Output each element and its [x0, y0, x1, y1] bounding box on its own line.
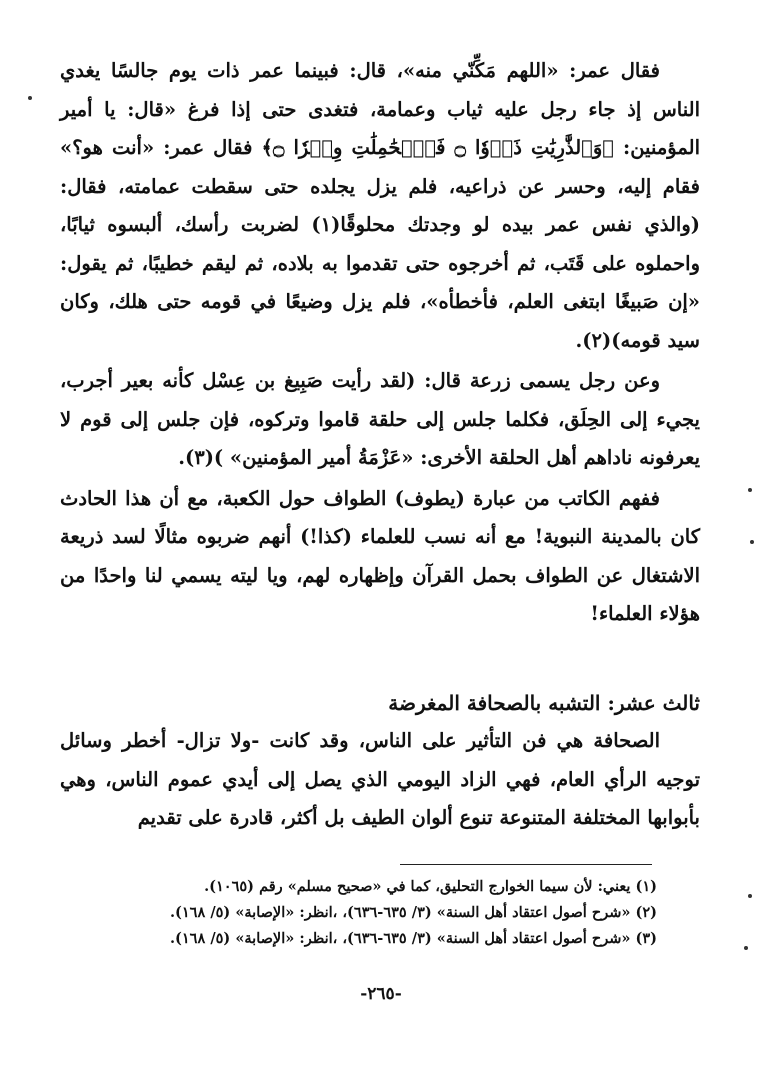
footnote-divider: [400, 864, 652, 865]
body-text: [60, 52, 700, 634]
scan-speck: [750, 540, 754, 544]
paragraph-text: وعن رجل يسمى زرعة قال: (لقد رأيت صَبِيغ بن عِسْل كأنه بعير أجرب، يجيء إلى الحِلَق، فكلما جلس إلى حلقة قاموا وتركوه، فإن جلس إلى قوم لا يعرفونه ناداهم أهل الحلقة الأخرى: «عَزْمَةُ أمير المؤمنين» )(٣).: [60, 369, 700, 469]
scan-speck: [748, 894, 752, 898]
paragraph-1: [60, 52, 700, 360]
footnotes: [97, 874, 657, 952]
scan-speck: [748, 488, 752, 492]
footnote-3: (٣) «شرح أصول اعتقاد أهل السنة» (٣/ ٦٣٥-٦٣٦)، ،انظر: «الإصابة» (٥/ ١٦٨).: [169, 930, 657, 947]
paragraph-text: الصحافة هي فن التأثير على الناس، وقد كانت -ولا تزال- أخطر وسائل توجيه الرأي العام، فهي الزاد اليومي الذي يصل إلى أيدي عموم الناس، وهي بأبوابها المختلفة المتنوعة تنوع ألوان الطيف بل أكثر، قادرة على تقديم: [60, 729, 700, 829]
footnote-2: (٢) «شرح أصول اعتقاد أهل السنة» (٣/ ٦٣٥-٦٣٦)، ،انظر: «الإصابة» (٥/ ١٦٨).: [169, 904, 657, 921]
section-heading: ثالث عشر: التشبه بالصحافة المغرضة: [388, 691, 700, 715]
footnote-1: (١) يعني: لأن سيما الخوارج التحليق، كما في «صحيح مسلم» رقم (١٠٦٥).: [204, 878, 657, 895]
scan-speck: [744, 946, 748, 950]
paragraph-3: [60, 480, 700, 634]
paragraph-text: فقال عمر: «اللهم مَكِّنّي منه»، قال: فبينما عمر ذات يوم جالسًا يغدي الناس إذ جاء رجل عليه ثياب وعمامة، فتغدى حتى إذا فرغ «قال: يا أمير المؤمنين: ﴿وَٱلذَّٰرِيَٰتِ ذَرۡوٗا ۝ فَٱلۡحَٰمِلَٰتِ وِقۡرٗا ۝﴾ فقال عمر: «أنت هو؟» فقام إليه، وحسر عن ذراعيه، فلم يزل يجلده حتى سقطت عمامته، فقال: (والذي نفس عمر بيده لو وجدتك محلوقًا(١) لضربت رأسك، ألبسوه ثيابًا، واحملوه على قَتَب، ثم أخرجوه حتى تقدموا به بلاده، ثم ليقم خطيبًا، ثم يقول: «إن صَبيغًا ابتغى العلم، فأخطأه»، فلم يزل وضيعًا في قومه حتى هلك، وكان سيد قومه)(٢).: [60, 59, 700, 352]
paragraph-2: [60, 362, 700, 478]
section-body: [60, 722, 700, 838]
scan-speck: [28, 96, 32, 100]
paragraph-text: ففهم الكاتب من عبارة (يطوف) الطواف حول الكعبة، مع أن هذا الحادث كان بالمدينة النبوية! مع أنه نسب للعلماء (كذا!) أنهم ضربوه مثالًا لسد ذريعة الاشتغال عن الطواف بحمل القرآن وإظهاره لهم، ويا ليته يسمي لنا واحدًا من هؤلاء العلماء!: [60, 486, 700, 625]
page-number: -٢٦٥-: [360, 984, 402, 1004]
